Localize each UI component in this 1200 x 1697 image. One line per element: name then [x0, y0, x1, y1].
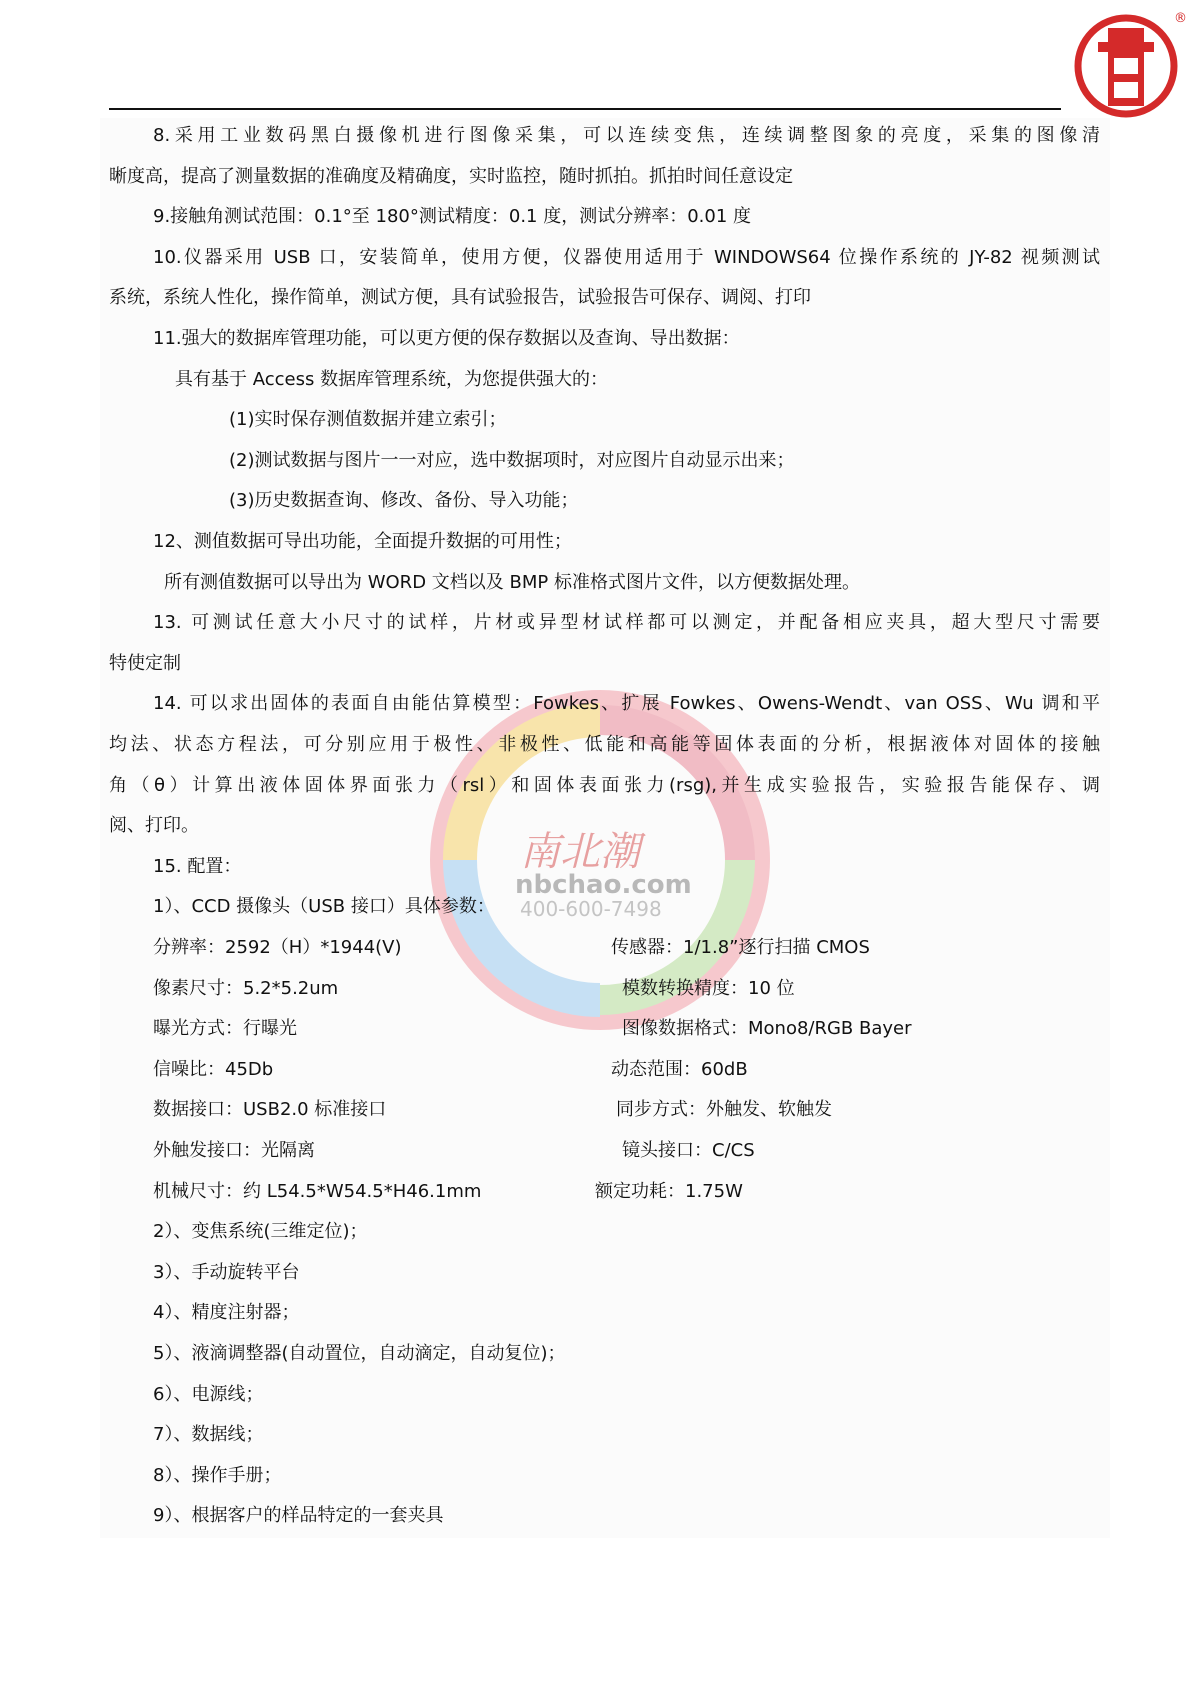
config-param-left: 机械尺寸：约 L54.5*W54.5*H46.1mm [153, 1180, 482, 1202]
accessory-item: 3）、手动旋转平台 [153, 1261, 300, 1283]
paragraph-line: (1)实时保存测值数据并建立索引； [229, 409, 507, 431]
paragraph-line: 特使定制 [109, 652, 181, 674]
paragraph-line: 10.仪器采用 USB 口，安装简单，使用方便，仪器使用适用于 WINDOWS64 位操作系统的 JY-82 视频测试 [153, 246, 1100, 268]
paragraph-line: 均法、状态方程法，可分别应用于极性、非极性、低能和高能等固体表面的分析，根据液体对固体的接触 [109, 734, 1100, 755]
config-param-right: 图像数据格式：Mono8/RGB Bayer [622, 1018, 912, 1040]
config-param-left: 像素尺寸：5.2*5.2um [153, 977, 339, 999]
paragraph-line: 14. 可以求出固体的表面自由能估算模型：Fowkes、扩展 Fowkes、Owens-Wendt、van OSS、Wu 调和平 [153, 693, 1100, 715]
accessory-item: 9）、根据客户的样品特定的一套夹具 [153, 1505, 444, 1527]
watermark-phone: 400-600-7498 [520, 897, 662, 921]
config-param-left: 数据接口：USB2.0 标准接口 [153, 1099, 387, 1121]
paragraph-line: 15. 配置： [153, 855, 242, 877]
config-param-left: 曝光方式：行曝光 [153, 1018, 297, 1040]
accessory-item: 4）、精度注射器； [153, 1302, 300, 1324]
paragraph-line: 1）、CCD 摄像头（USB 接口）具体参数： [153, 896, 495, 918]
watermark-title: 南北潮 [520, 829, 640, 875]
config-param-right: 额定功耗：1.75W [595, 1180, 743, 1202]
paragraph-line: 8.采用工业数码黑白摄像机进行图像采集，可以连续变焦，连续调整图象的亮度，采集的图像清 [153, 125, 1100, 146]
paragraph-line: 9.接触角测试范围：0.1°至 180°测试精度：0.1 度，测试分辨率：0.01 度 [153, 206, 752, 228]
accessory-item: 2）、变焦系统(三维定位)； [153, 1221, 368, 1243]
paragraph-line: 阅、打印。 [109, 815, 199, 837]
paragraph-line: 具有基于 Access 数据库管理系统，为您提供强大的： [175, 368, 609, 390]
paragraph-line: 角（θ）计算出液体固体界面张力（rsl）和固体表面张力(rsg),并生成实验报告，实验报告能保存、调 [109, 774, 1100, 796]
company-logo [1074, 8, 1187, 118]
config-param-left: 外触发接口：光隔离 [153, 1140, 315, 1161]
paragraph-line: (3)历史数据查询、修改、备份、导入功能； [229, 490, 579, 512]
config-param-right: 镜头接口：C/CS [622, 1140, 755, 1161]
header-divider [109, 108, 1061, 110]
config-param-left: 分辨率：2592（H）*1944(V) [153, 937, 402, 958]
svg-text:®: ® [1174, 11, 1187, 26]
accessory-item: 6）、电源线； [153, 1383, 264, 1405]
config-param-right: 动态范围：60dB [611, 1058, 748, 1080]
config-param-left: 信噪比：45Db [153, 1058, 274, 1080]
paragraph-line: 11.强大的数据库管理功能，可以更方便的保存数据以及查询、导出数据： [153, 328, 740, 349]
config-param-right: 同步方式：外触发、软触发 [616, 1099, 832, 1121]
paragraph-line: (2)测试数据与图片一一对应，选中数据项时，对应图片自动显示出来； [229, 449, 795, 471]
watermark-site: nbchao.com [515, 870, 692, 900]
accessory-item: 5）、液滴调整器(自动置位，自动滴定，自动复位)； [153, 1343, 566, 1364]
paragraph-line: 12、测值数据可导出功能，全面提升数据的可用性； [153, 531, 572, 552]
config-param-right: 传感器：1/1.8”逐行扫描 CMOS [611, 937, 870, 958]
paragraph-line: 13. 可测试任意大小尺寸的试样，片材或异型材试样都可以测定，并配备相应夹具，超大型尺寸需要 [153, 612, 1100, 634]
paragraph-line: 晰度高，提高了测量数据的准确度及精确度，实时监控，随时抓拍。抓拍时间任意设定 [109, 165, 793, 187]
config-param-right: 模数转换精度：10 位 [622, 977, 795, 999]
paragraph-line: 系统，系统人性化，操作简单，测试方便，具有试验报告，试验报告可保存、调阅、打印 [109, 287, 811, 309]
paragraph-line: 所有测值数据可以导出为 WORD 文档以及 BMP 标准格式图片文件，以方便数据处理。 [164, 571, 860, 593]
accessory-item: 7）、数据线； [153, 1424, 264, 1446]
accessory-item: 8）、操作手册； [153, 1464, 282, 1486]
